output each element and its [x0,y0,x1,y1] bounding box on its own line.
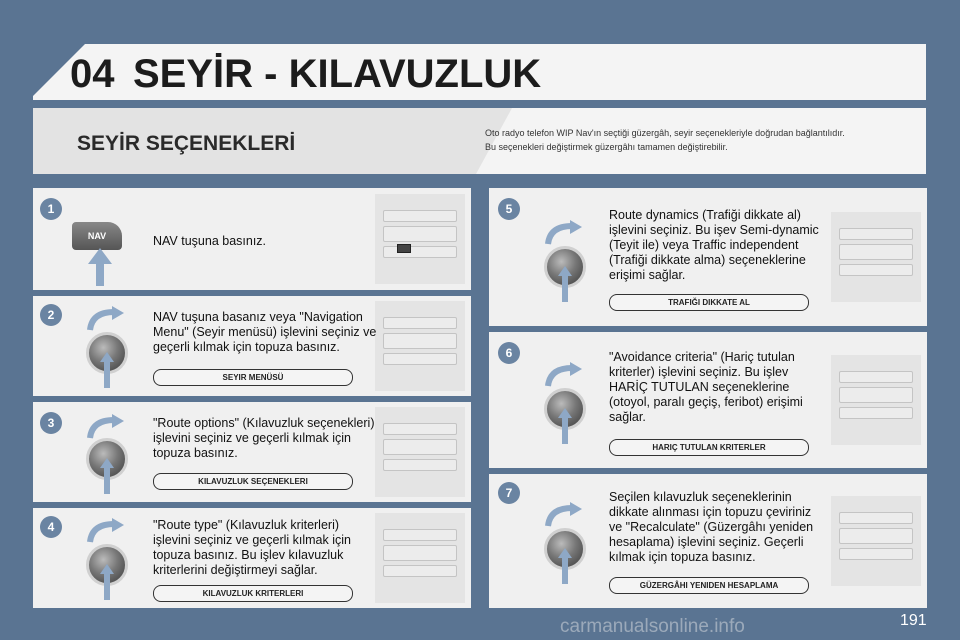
section-title: SEYİR SEÇENEKLERİ [77,132,296,155]
menu-label: HARIÇ TUTULAN KRITERLER [609,439,809,456]
step-number-badge: 1 [40,198,62,220]
step-text: NAV tuşuna basınız. [153,234,267,248]
press-arrow-icon [100,352,114,388]
radio-unit-image [831,355,921,445]
step-text: "Route type" (Kılavuzluk kriterleri) işlevini seçiniz ve geçerli kılmak için topuza basınız. Bu işlev kılavuzluk kriterlerini değiştirmeyi sağlar. [153,518,351,577]
intro-band [33,108,926,174]
intro-line: Oto radyo telefon WIP Nav'ın seçtiği güzergâh, seyir seçenekleriyle doğrudan bağlantılıdır. [485,128,845,138]
radio-unit-image [375,194,465,284]
menu-label: TRAFIĞI DIKKATE AL [609,294,809,311]
radio-unit-image [375,407,465,497]
rotate-arrow-icon [86,306,126,332]
rotate-arrow-icon [544,502,584,528]
press-arrow-icon [88,248,112,286]
rotate-arrow-icon [544,220,584,246]
radio-unit-image [831,496,921,586]
rotate-arrow-icon [86,518,126,544]
intro-text [485,126,915,154]
step-number-badge: 3 [40,412,62,434]
step-text: NAV tuşuna basanız veya "Navigation Menu" (Seyir menüsü) işlevini seçiniz ve geçerli kılmak için topuza basınız. [153,310,377,354]
press-arrow-icon [558,266,572,302]
menu-label: KILAVUZLUK SEÇENEKLERI [153,473,353,490]
chapter-number: 04 [70,52,115,96]
step-number-badge: 4 [40,516,62,538]
watermark: carmanualsonline.info [560,616,745,637]
step-number-badge: 5 [498,198,520,220]
rotate-arrow-icon [544,362,584,388]
press-arrow-icon [558,548,572,584]
press-arrow-icon [100,564,114,600]
step-text: "Route options" (Kılavuzluk seçenekleri) işlevini seçiniz ve geçerli kılmak için topuza basınız. [153,416,375,460]
page-title: SEYİR - KILAVUZLUK [133,52,542,96]
menu-label: GÜZERGÂHI YENIDEN HESAPLAMA [609,577,809,594]
press-arrow-icon [100,458,114,494]
menu-label: KILAVUZLUK KRITERLERI [153,585,353,602]
radio-unit-image [375,513,465,603]
step-number-badge: 7 [498,482,520,504]
step-text: Route dynamics (Trafiği dikkate al) işlevini seçiniz. Bu işev Semi-dynamic (Teyit ile) veya Traffic independent (Trafiği dikkate alma) seçeneklerine erişimi sağlar. [609,208,819,282]
step-text: "Avoidance criteria" (Hariç tutulan kriterler) işlevini seçiniz. Bu işlev HARİÇ TUTULAN seçeneklerine (otoyol, paralı geçiş, feribot) erişimi sağlar. [609,350,803,424]
intro-line: Bu seçenekleri değiştirmek güzergâhı tamamen değiştirebilir. [485,142,728,152]
radio-unit-image [831,212,921,302]
step-number-badge: 2 [40,304,62,326]
nav-key-highlight [397,244,411,253]
step-number-badge: 6 [498,342,520,364]
nav-button-image: NAV [72,222,122,250]
press-arrow-icon [558,408,572,444]
rotate-arrow-icon [86,414,126,440]
page-number: 191 [900,612,927,629]
step-text: Seçilen kılavuzluk seçeneklerinin dikkate alınması için topuzu çeviriniz ve "Recalculate" (Güzergâhı yeniden hesaplama) işlevini seçiniz. Geçerli kılmak için topuza basınız. [609,490,814,564]
radio-unit-image [375,301,465,391]
menu-label: SEYIR MENÜSÜ [153,369,353,386]
